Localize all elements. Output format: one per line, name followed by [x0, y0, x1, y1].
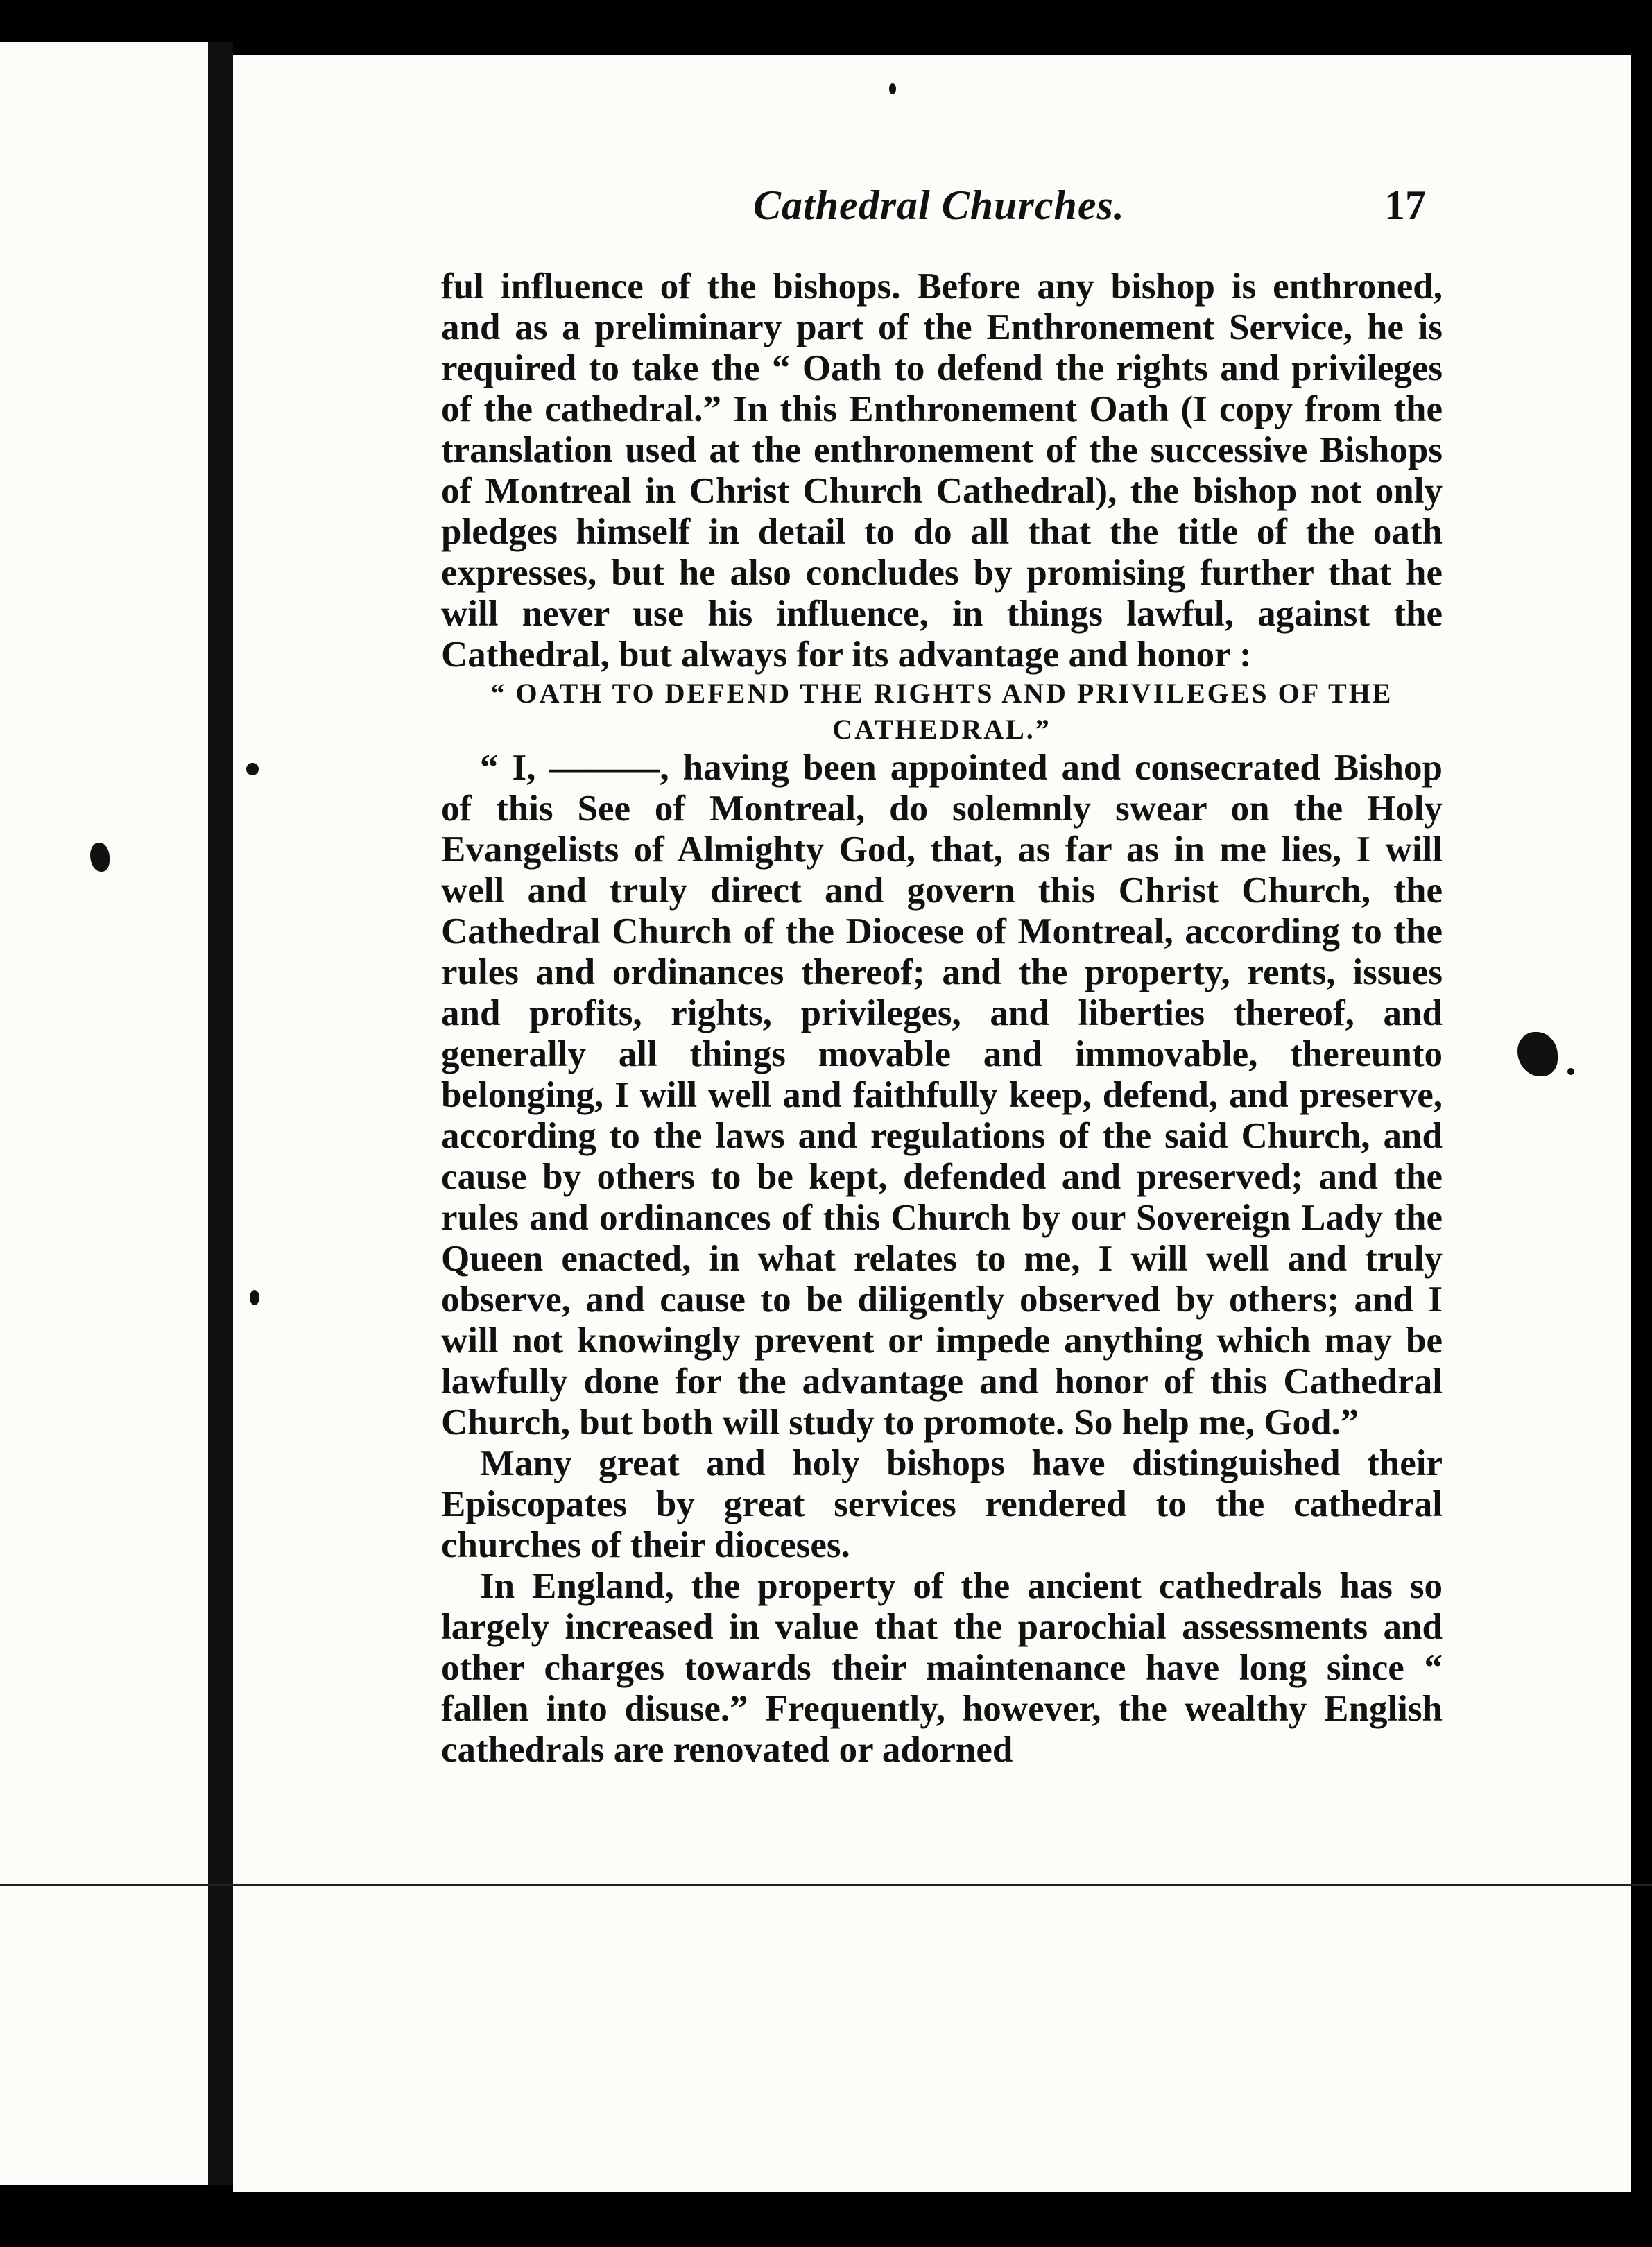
running-title: Cathedral Churches.	[753, 182, 1125, 228]
page-gutter	[208, 42, 233, 2185]
body-text	[441, 266, 1443, 1771]
page-header	[233, 182, 1426, 244]
scan-speck	[1567, 1068, 1574, 1075]
oath-text: “ I, ———, having been appointed and consecrated Bishop of this See of Montreal, do solemnly swear on the Holy Evangelists of Almighty God, that, as far as in me lies, I will well and truly direct and govern this Christ Church, the Cathedral Church of the Diocese of Montreal, according to the rules and ordinances thereof; and the property, rents, issues and profits, rights, privileges, and liberties thereof, and generally all things movable and immovable, thereunto belonging, I will well and faithfully keep, defend, and preserve, according to the laws and regulations of the said Church, and cause by others to be kept, defended and preserved; and the rules and ordinances of this Church by our Sovereign Lady the Queen enacted, in what relates to me, I will well and truly observe, and cause to be diligently observed by others; and I will not knowingly prevent or impede anything which may be lawfully done for the advantage and honor of this Cathedral Church, but both will study to promote. So help me, God.”	[441, 748, 1443, 1443]
paragraph: In England, the property of the ancient cathedrals has so largely increased in value that the parochial assessments and other charges towards their maintenance have long since “ fallen into disuse.” Frequently, however, the wealthy English cathedrals are renovated or adorned	[441, 1566, 1443, 1770]
ink-blot	[90, 843, 110, 872]
facing-page-edge	[0, 42, 212, 2185]
page-number: 17	[1384, 182, 1426, 228]
scan-speck	[246, 763, 259, 775]
scan-speck	[889, 83, 896, 94]
paragraph: Many great and holy bishops have distinguished their Episcopates by great services rendered to the cathedral churches of their dioceses.	[441, 1443, 1443, 1565]
paragraph: ful influence of the bishops. Before any bishop is enthroned, and as a preliminary part of the Enthronement Service, he is required to take the “ Oath to defend the rights and privileges of the cathedral.” In this Enthronement Oath (I copy from the translation used at the enthronement of the successive Bishops of Montreal in Christ Church Cathedral), the bishop not only pledges himself in detail to do all that the title of the oath expresses, but he also concludes by promising further that he will never use his influence, in things lawful, against the Cathedral, but always for its advantage and honor :	[441, 266, 1443, 675]
scan-speck	[250, 1290, 259, 1305]
scan-line-artifact	[0, 1884, 1652, 1886]
oath-title: “ OATH TO DEFEND THE RIGHTS AND PRIVILEGES OF THE CATHEDRAL.”	[490, 678, 1393, 745]
